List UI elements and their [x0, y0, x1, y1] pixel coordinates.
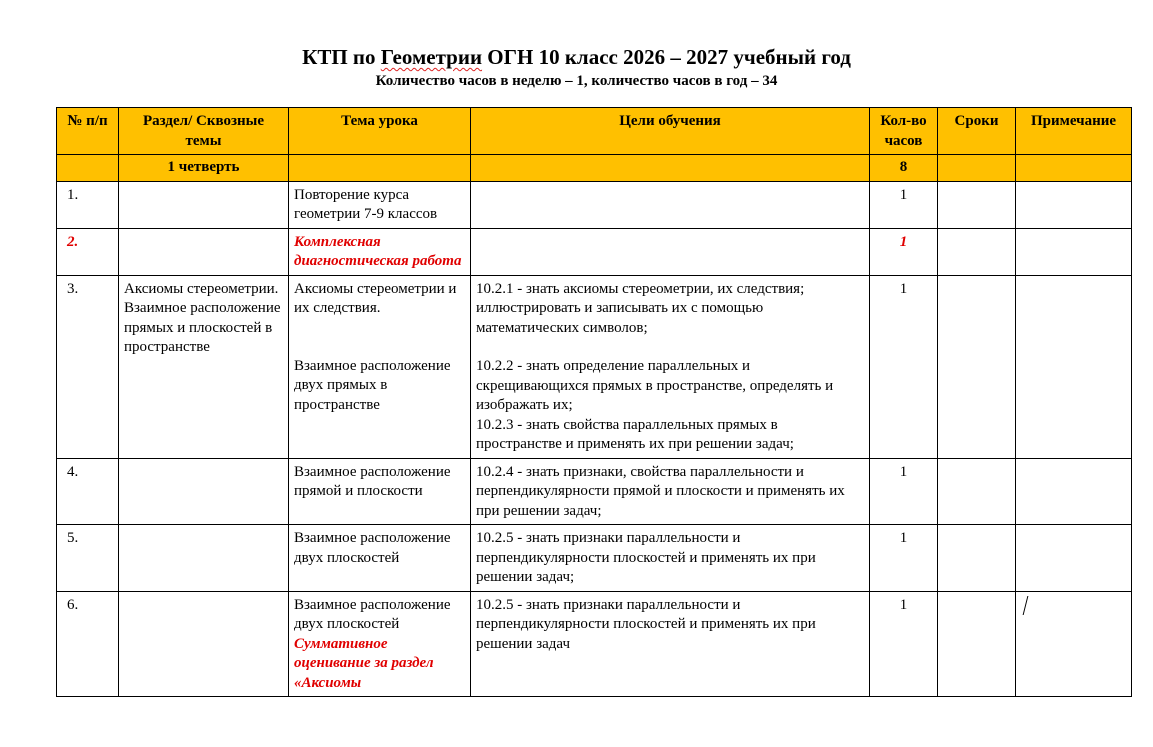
goal-item: 10.2.1 - знать аксиомы стереометрии, их следствия; иллюстрировать и записывать их с помощью математических символов; — [476, 280, 805, 336]
row-note — [1016, 591, 1132, 697]
row-note — [1016, 181, 1132, 228]
header-goals: Цели обучения — [471, 108, 870, 155]
row-num: 1. — [57, 181, 119, 228]
table-row — [57, 181, 1132, 228]
row-topic: Взаимное расположение прямой и плоскости — [289, 458, 471, 525]
row-num: 2. — [57, 228, 119, 275]
row-note — [1016, 458, 1132, 525]
table-row — [57, 275, 1132, 458]
row-section — [119, 228, 289, 275]
row-goals: 10.2.4 - знать признаки, свойства параллельности и перпендикулярности прямой и плоскости и применять их при решении задач; — [471, 458, 870, 525]
row-goals — [471, 181, 870, 228]
row-topic-summative: Суммативное оценивание за раздел «Аксиомы — [294, 635, 434, 691]
schedule-table — [56, 107, 1132, 697]
header-hours: Кол-во часов — [870, 108, 938, 155]
table-row — [57, 458, 1132, 525]
row-hours: 1 — [870, 591, 938, 697]
header-topic: Тема урока — [289, 108, 471, 155]
text-cursor-mark — [1023, 596, 1029, 615]
row-topic — [289, 591, 471, 697]
title-word-spellcheck: Геометрии — [380, 45, 483, 69]
row-hours: 1 — [870, 458, 938, 525]
row-goals: 10.2.5 - знать признаки параллельности и перпендикулярности плоскостей и применять их при решении задач — [471, 591, 870, 697]
row-section — [119, 181, 289, 228]
table-row — [57, 525, 1132, 592]
row-note — [1016, 275, 1132, 458]
row-dates — [938, 228, 1016, 275]
row-hours: 1 — [870, 525, 938, 592]
goal-item: 10.2.3 - знать свойства параллельных прямых в пространстве и применять их при решении задач; — [476, 416, 794, 452]
row-note — [1016, 525, 1132, 592]
table-row — [57, 591, 1132, 697]
row-topic-part: Взаимное расположение двух плоскостей — [294, 596, 451, 632]
row-dates — [938, 181, 1016, 228]
row-topic: Взаимное расположение двух плоскостей — [289, 525, 471, 592]
quarter-hours: 8 — [870, 155, 938, 182]
goal-item: 10.2.2 - знать определение параллельных и скрещивающихся прямых в пространстве, определять и изображать их; — [476, 358, 834, 413]
row-dates — [938, 275, 1016, 458]
quarter-label: 1 четверть — [119, 155, 289, 182]
row-section: Аксиомы стереометрии. Взаимное расположение прямых и плоскостей в пространстве — [119, 275, 289, 458]
title-prefix: КТП по — [302, 45, 381, 69]
quarter-row — [57, 155, 1132, 182]
row-num: 3. — [57, 275, 119, 458]
row-dates — [938, 525, 1016, 592]
row-topic: Комплексная диагностическая работа — [289, 228, 471, 275]
row-goals — [471, 275, 870, 458]
row-dates — [938, 458, 1016, 525]
row-topic — [289, 275, 471, 458]
row-hours: 1 — [870, 181, 938, 228]
row-goals: 10.2.5 - знать признаки параллельности и перпендикулярности плоскостей и применять их при решении задач; — [471, 525, 870, 592]
table-row — [57, 228, 1132, 275]
row-hours: 1 — [870, 228, 938, 275]
row-topic-part: Аксиомы стереометрии и их следствия. — [294, 280, 457, 316]
header-section: Раздел/ Сквозные темы — [119, 108, 289, 155]
table-header-row — [57, 108, 1132, 155]
row-topic: Повторение курса геометрии 7-9 классов — [289, 181, 471, 228]
row-num: 5. — [57, 525, 119, 592]
header-note: Примечание — [1016, 108, 1132, 155]
header-dates: Сроки — [938, 108, 1016, 155]
row-num: 6. — [57, 591, 119, 697]
row-hours: 1 — [870, 275, 938, 458]
title-suffix: ОГН 10 класс 2026 – 2027 учебный год — [482, 45, 851, 69]
row-section — [119, 591, 289, 697]
row-goals — [471, 228, 870, 275]
row-section — [119, 458, 289, 525]
row-topic-part: Взаимное расположение двух прямых в пространстве — [294, 357, 451, 413]
page-subtitle: Количество часов в неделю – 1, количество часов в год – 34 — [375, 73, 778, 89]
header-num: № п/п — [57, 108, 119, 155]
row-note — [1016, 228, 1132, 275]
row-num: 4. — [57, 458, 119, 525]
page-title — [0, 44, 1153, 70]
row-dates — [938, 591, 1016, 697]
row-section — [119, 525, 289, 592]
